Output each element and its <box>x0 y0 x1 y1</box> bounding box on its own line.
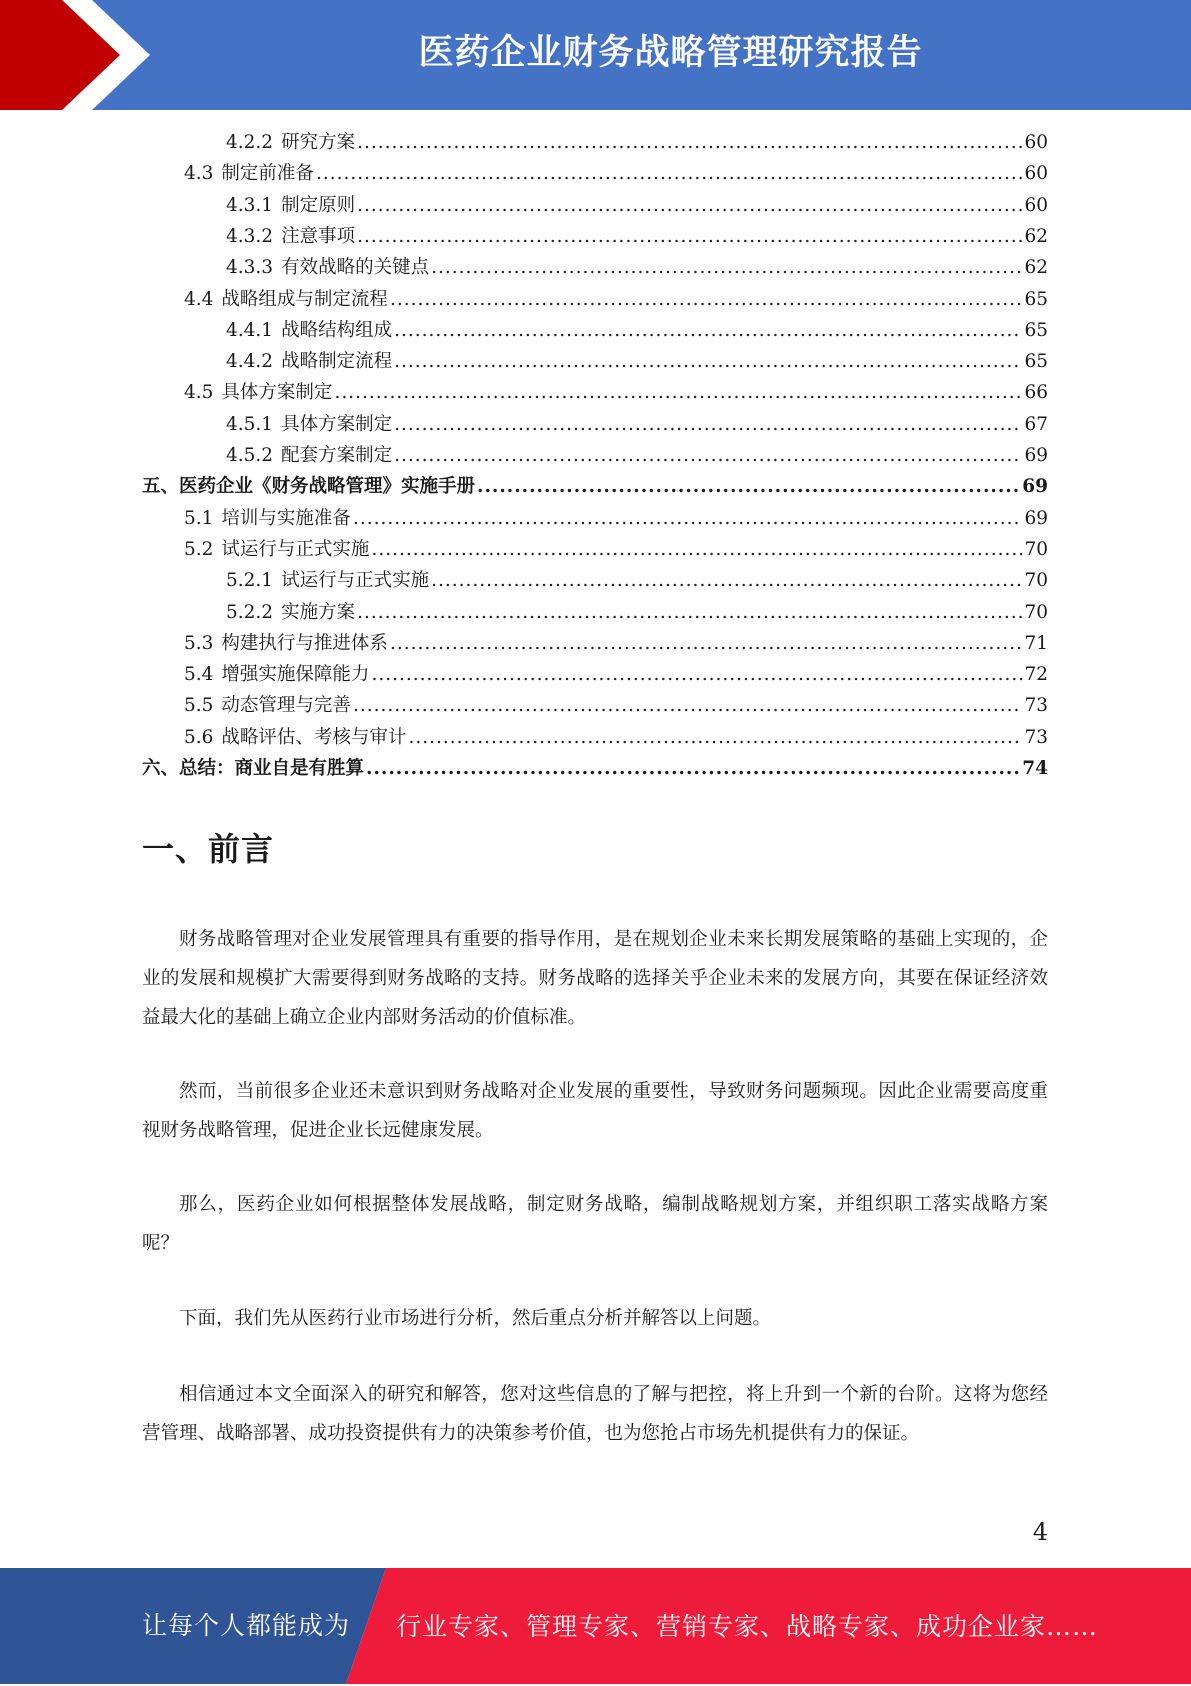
toc-entry[interactable] <box>226 191 1048 222</box>
toc-entry[interactable] <box>226 253 1048 284</box>
paragraph-3: 那么，医药企业如何根据整体发展战略，制定财务战略，编制战略规划方案，并组织职工落实战略方案呢？ <box>142 1194 1048 1254</box>
toc-dot-leader <box>394 445 1022 466</box>
toc-entry-number: 4.4.2 <box>226 351 274 373</box>
page-footer <box>0 1568 1191 1684</box>
toc-entry[interactable] <box>184 691 1048 722</box>
toc-entry-number: 4.5.2 <box>226 445 274 466</box>
toc-entry[interactable] <box>226 566 1048 597</box>
section-heading: 一、前言 <box>142 830 275 868</box>
toc-entry-title: 具体方案制定 <box>281 413 393 435</box>
toc-entry-page: 73 <box>1024 695 1048 717</box>
toc-entry-number: 5.5 <box>184 695 214 717</box>
toc-entry-title: 战略组成与制定流程 <box>221 288 388 310</box>
toc-entry-page: 69 <box>1024 507 1048 529</box>
toc-entry-number: 5.3 <box>184 632 214 654</box>
toc-entry-number: 5.4 <box>184 664 214 686</box>
toc-entry-title: 构建执行与推进体系 <box>221 632 388 654</box>
toc-dot-leader <box>357 602 1022 623</box>
toc-entry[interactable] <box>184 378 1048 409</box>
toc-entry-number: 4.2.2 <box>226 132 274 153</box>
page-header <box>0 0 1191 110</box>
toc-entry[interactable] <box>226 316 1048 347</box>
toc-entry-title: 动态管理与完善 <box>221 695 351 717</box>
toc-entry-number: 5.2.2 <box>226 601 274 623</box>
toc-entry-number: 4.5 <box>184 382 214 404</box>
toc-entry-title: 实施方案 <box>281 601 356 623</box>
toc-entry-page: 62 <box>1024 225 1048 247</box>
toc-entry[interactable] <box>226 347 1048 378</box>
toc-entry-number: 5.1 <box>184 507 214 529</box>
toc-entry-number: 4.4.1 <box>226 319 274 341</box>
toc-dot-leader <box>390 289 1023 310</box>
toc-entry-title: 制定原则 <box>281 194 356 216</box>
toc-entry[interactable] <box>226 128 1048 159</box>
toc-dot-leader <box>357 226 1022 247</box>
toc-entry[interactable] <box>184 535 1048 566</box>
toc-dot-leader <box>408 727 1022 748</box>
toc-entry-title: 增强实施保障能力 <box>221 664 370 686</box>
paragraph-2: 然而，当前很多企业还未意识到财务战略对企业发展的重要性，导致财务问题频现。因此企业需要高度重视财务战略管理，促进企业长远健康发展。 <box>142 1081 1048 1141</box>
toc-entry-title: 试运行与正式实施 <box>281 570 430 592</box>
toc-entry-title: 战略评估、考核与审计 <box>221 726 407 748</box>
toc-entry[interactable] <box>226 598 1048 629</box>
toc-entry[interactable] <box>142 472 1048 503</box>
toc-entry-title: 试运行与正式实施 <box>221 538 370 560</box>
toc-dot-leader <box>334 382 1022 403</box>
toc-entry-title: 具体方案制定 <box>221 382 333 404</box>
toc-entry[interactable] <box>184 660 1048 691</box>
toc-entry-page: 72 <box>1024 664 1048 686</box>
toc-entry[interactable] <box>226 410 1048 441</box>
toc-entry[interactable] <box>226 222 1048 253</box>
toc-dot-leader <box>371 664 1022 685</box>
toc-entry-page: 71 <box>1024 632 1048 654</box>
toc-dot-leader <box>394 351 1022 372</box>
toc-dot-leader <box>431 257 1022 278</box>
toc-entry-page: 62 <box>1024 257 1048 279</box>
toc-entry-number: 4.3.1 <box>226 194 274 216</box>
toc-dot-leader <box>357 195 1022 216</box>
toc-dot-leader <box>316 163 1023 184</box>
toc-entry-page: 65 <box>1024 351 1048 373</box>
toc-dot-leader <box>394 414 1022 435</box>
toc-entry[interactable] <box>184 159 1048 190</box>
toc-entry[interactable] <box>184 504 1048 535</box>
page-number: 4 <box>1032 1518 1048 1546</box>
toc-entry-number: 5.6 <box>184 726 214 748</box>
toc-entry-title: 制定前准备 <box>221 163 314 185</box>
toc-entry-title: 培训与实施准备 <box>221 507 351 529</box>
toc-dot-leader <box>390 633 1023 654</box>
toc-entry-title: 五、医药企业《财务战略管理》实施手册 <box>142 476 476 498</box>
toc-entry-title: 注意事项 <box>281 225 356 247</box>
toc-entry-title: 配套方案制定 <box>281 445 393 466</box>
toc-entry-title: 六、总结：商业自是有胜算 <box>142 758 365 779</box>
toc-entry-number: 4.3 <box>184 163 214 185</box>
toc-entry-page: 60 <box>1024 194 1048 216</box>
toc-dot-leader <box>353 508 1023 529</box>
toc-dot-leader <box>353 695 1023 716</box>
toc-dot-leader <box>394 320 1022 341</box>
toc-entry-page: 70 <box>1024 601 1048 623</box>
toc-dot-leader <box>371 539 1022 560</box>
toc-entry-page: 65 <box>1024 319 1048 341</box>
toc-entry-number: 4.3.3 <box>226 257 274 279</box>
toc-entry[interactable] <box>184 285 1048 316</box>
paragraph-4: 下面，我们先从医药行业市场进行分析，然后重点分析并解答以上问题。 <box>179 1308 772 1329</box>
toc-entry-page: 67 <box>1024 413 1048 435</box>
toc-entry-title: 战略制定流程 <box>281 351 393 373</box>
toc-entry-page: 66 <box>1024 382 1048 404</box>
toc-entry[interactable] <box>184 723 1048 754</box>
toc-entry-number: 4.4 <box>184 288 214 310</box>
toc-dot-leader <box>357 132 1022 153</box>
toc-entry-number: 5.2 <box>184 538 214 560</box>
toc-entry-page: 74 <box>1022 758 1048 779</box>
toc-dot-leader <box>477 476 1020 497</box>
toc-entry-page: 65 <box>1024 288 1048 310</box>
toc-entry-number: 5.2.1 <box>226 570 274 592</box>
toc-entry[interactable] <box>226 441 1048 472</box>
toc-dot-leader <box>366 758 1020 779</box>
toc-entry-title: 有效战略的关键点 <box>281 257 430 279</box>
footer-slogan-left: 让每个人都能成为 <box>142 1611 351 1640</box>
toc-entry-title: 战略结构组成 <box>281 319 393 341</box>
toc-entry[interactable] <box>184 629 1048 660</box>
toc-entry-title: 研究方案 <box>281 132 356 153</box>
toc-entry-page: 70 <box>1024 538 1048 560</box>
toc-entry-page: 70 <box>1024 570 1048 592</box>
toc-entry-page: 60 <box>1024 163 1048 185</box>
footer-slogan-right: 行业专家、管理专家、营销专家、战略专家、成功企业家…… <box>396 1612 1099 1641</box>
report-title: 医药企业财务战略管理研究报告 <box>418 33 923 73</box>
toc-entry-number: 4.5.1 <box>226 413 274 435</box>
toc-dot-leader <box>431 570 1022 591</box>
toc-entry[interactable] <box>142 754 1048 785</box>
paragraph-5: 相信通过本文全面深入的研究和解答，您对这些信息的了解与把控，将上升到一个新的台阶。这将为您经营管理、战略部署、成功投资提供有力的决策参考价值，也为您抢占市场先机提供有力的保证。 <box>142 1384 1048 1444</box>
toc-entry-page: 60 <box>1024 132 1048 153</box>
toc-entry-page: 69 <box>1024 445 1048 466</box>
paragraph-1: 财务战略管理对企业发展管理具有重要的指导作用，是在规划企业未来长期发展策略的基础上实现的，企业的发展和规模扩大需要得到财务战略的支持。财务战略的选择关乎企业未来的发展方向，其要在保证经济效益最大化的基础上确立企业内部财务活动的价值标准。 <box>142 929 1048 1028</box>
toc-entry-number: 4.3.2 <box>226 225 274 247</box>
toc-entry-page: 69 <box>1022 476 1048 498</box>
toc-entry-page: 73 <box>1024 726 1048 748</box>
